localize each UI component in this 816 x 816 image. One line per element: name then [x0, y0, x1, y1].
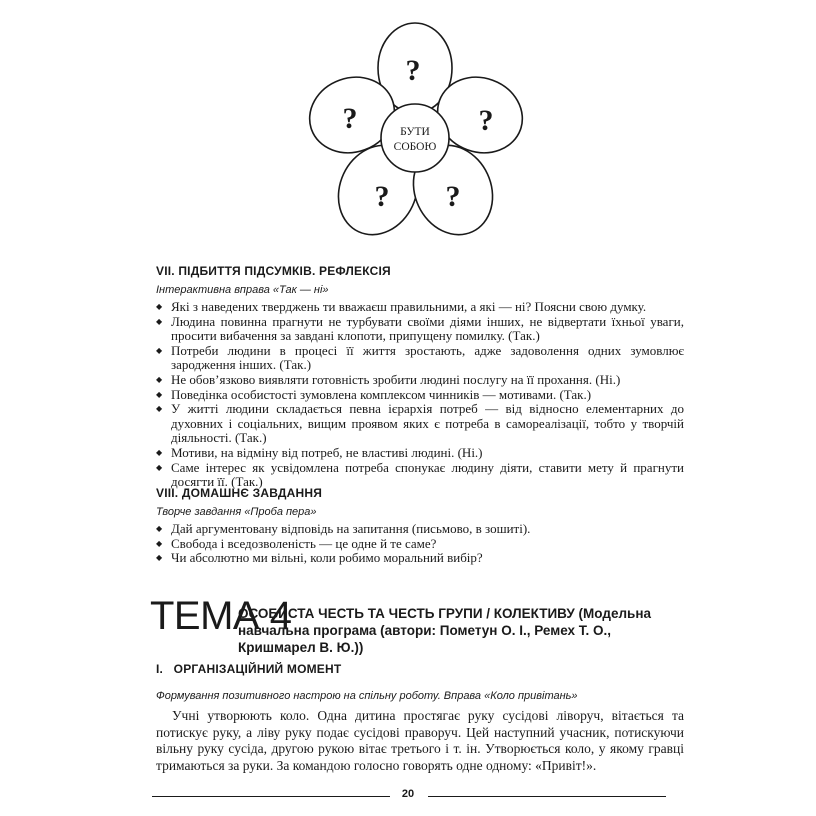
list-item: ◆ Дай аргументовану відповідь на запитання (письмово, в зошиті).: [156, 522, 684, 537]
section-reflection: [156, 264, 684, 490]
flower-center-label-line2: СОБОЮ: [393, 141, 437, 153]
list-item: ◆ Саме інтерес як усвідомлена потреба спонукає людину діяти, ставити мету й прагнути досягти її. (Так.): [156, 461, 684, 490]
list-item: ◆ Поведінка особистості зумовлена комплексом чинників — мотивами. (Так.): [156, 388, 684, 403]
flower-center: [381, 104, 449, 172]
section-homework: [156, 486, 684, 566]
exercise-title-yes-no: Інтерактивна вправа «Так — ні»: [156, 284, 329, 296]
question-mark-upper-right: ?: [478, 104, 494, 137]
question-mark-lower-right: ?: [445, 180, 461, 213]
list-item: ◆ Чи абсолютно ми вільні, коли робимо моральний вибір?: [156, 551, 684, 566]
footer-rule-right: [428, 796, 666, 797]
question-mark-upper-left: ?: [342, 102, 358, 135]
section-organizational: [156, 662, 684, 774]
page-number: 20: [401, 788, 415, 800]
list-item: ◆ Свобода і вседозволеність — це одне й те саме?: [156, 537, 684, 552]
list-item: ◆ Потреби людини в процесі її життя зростають, адже задоволення одних зумовлює зародження інших. (Так.): [156, 344, 684, 373]
flower-center-label-line1: БУТИ: [400, 126, 430, 138]
list-item: ◆ Не обов’язково виявляти готовність зробити людині послугу на її прохання. (Ні.): [156, 373, 684, 388]
list-item: ◆ У житті людини складається певна ієрархія потреб — від відносно елементарних до духовних і соціальних, вищим проявом яких є потреба в самореалізації, тобто у творчій діяльності. (Так.): [156, 402, 684, 446]
topic-title: ОСОБИСТА ЧЕСТЬ ТА ЧЕСТЬ ГРУПИ / КОЛЕКТИВУ (Модельна навчальна програма (автори: Пометун О. І., Ремех Т. О., Кришмарел В. Ю.)): [238, 606, 651, 655]
section-heading-reflection: VII. ПІДБИТТЯ ПІДСУМКІВ. РЕФЛЕКСІЯ: [156, 264, 391, 278]
question-mark-top: ?: [405, 54, 421, 87]
exercise-description: Учні утворюють коло. Одна дитина простягає руку сусідові ліворуч, вітається та потискує руку, а ліву руку подає сусідові праворуч. Цей наступний учасник, потискуючи вільну руку сусіда, другою рукою вітає третього і т. ін. Утворюється коло, у якому гравці тримаються за руки. За командою голосно говорять одне одному: «Привіт!».: [156, 708, 684, 773]
exercise-title-pen-test: Творче завдання «Проба пера»: [156, 506, 317, 518]
list-item: ◆ Які з наведених тверджень ти вважаєш правильними, а які — ні? Поясни свою думку.: [156, 300, 684, 315]
homework-list: [156, 522, 684, 566]
list-item: ◆ Людина повинна прагнути не турбувати своїми діями інших, не відвертати їхньої уваги, просити вибачення за завдані клопоти, припущену помилку. (Так.): [156, 315, 684, 344]
section-heading-homework: VIII. ДОМАШНЄ ЗАВДАННЯ: [156, 486, 323, 500]
footer-rule-left: [152, 796, 390, 797]
flower-diagram: [300, 20, 530, 250]
section-heading-organizational: I. ОРГАНІЗАЦІЙНИЙ МОМЕНТ: [156, 662, 342, 676]
exercise-title-greeting-circle: Формування позитивного настрою на спільну роботу. Вправа «Коло привітань»: [156, 690, 578, 702]
topic-number: ТЕМА 4: [150, 594, 292, 638]
list-item: ◆ Мотиви, на відміну від потреб, не властиві людині. (Ні.): [156, 446, 684, 461]
question-mark-lower-left: ?: [374, 180, 390, 213]
statement-list: [156, 300, 684, 490]
